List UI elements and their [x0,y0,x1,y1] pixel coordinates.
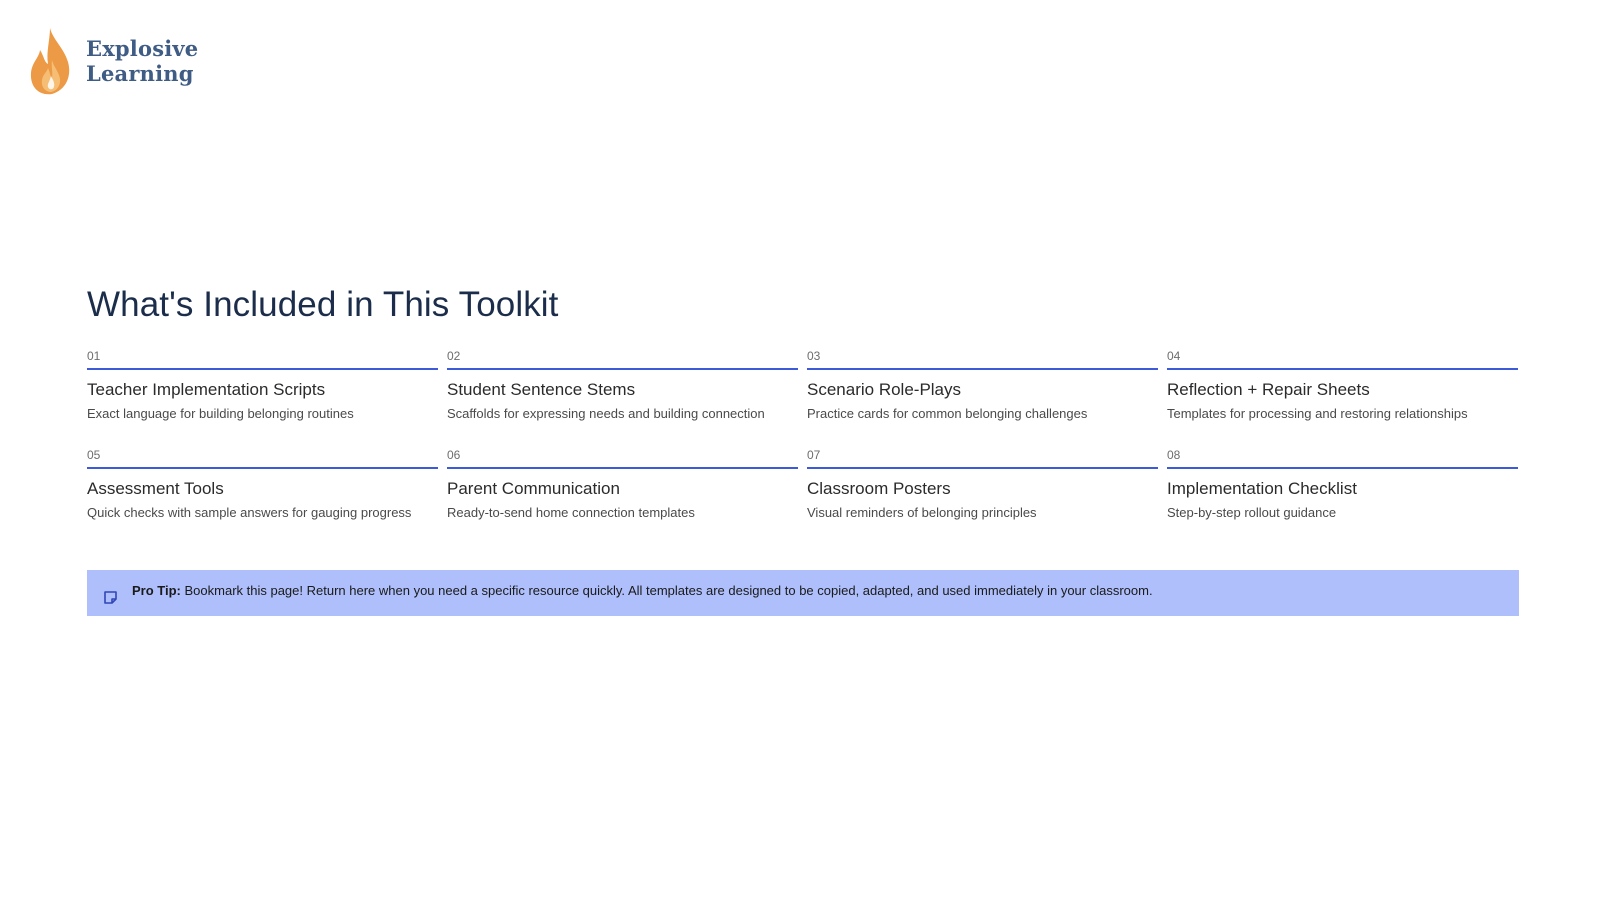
item-number: 04 [1167,349,1181,363]
note-icon [103,590,118,605]
brand-line-2: Learning [86,61,194,86]
item-divider [87,467,438,469]
brand-logo [28,26,198,96]
item-number: 07 [807,448,821,462]
toolkit-item [87,447,438,530]
item-divider [447,467,798,469]
item-title: Teacher Implementation Scripts [87,380,326,399]
pro-tip-text [132,583,1153,599]
item-description: Practice cards for common belonging challenges [807,406,1088,421]
toolkit-item [1167,447,1518,530]
item-number: 08 [1167,448,1181,462]
item-description: Visual reminders of belonging principles [807,505,1037,520]
item-title: Reflection + Repair Sheets [1167,380,1370,399]
item-title: Classroom Posters [807,479,951,498]
pro-tip-body: Bookmark this page! Return here when you need a specific resource quickly. All templates are designed to be copied, adapted, and used immediately in your classroom. [184,583,1153,598]
item-description: Exact language for building belonging routines [87,406,354,421]
item-title: Implementation Checklist [1167,479,1357,498]
item-divider [1167,467,1518,469]
item-title: Assessment Tools [87,479,224,498]
page-title: What's Included in This Toolkit [87,285,559,324]
toolkit-item [447,447,798,530]
toolkit-item [447,348,798,431]
item-number: 02 [447,349,461,363]
item-title: Student Sentence Stems [447,380,636,399]
item-description: Step-by-step rollout guidance [1167,505,1337,520]
brand-line-1: Explosive [86,36,199,61]
item-title: Parent Communication [447,479,620,498]
item-number: 03 [807,349,821,363]
item-number: 01 [87,349,101,363]
item-description: Ready-to-send home connection templates [447,505,695,520]
item-number: 05 [87,448,101,462]
item-divider [807,467,1158,469]
item-description: Templates for processing and restoring relationships [1167,406,1468,421]
toolkit-item [807,447,1158,530]
item-divider [447,368,798,370]
item-divider [87,368,438,370]
item-description: Quick checks with sample answers for gauging progress [87,505,412,520]
pro-tip-label: Pro Tip: [132,583,181,598]
toolkit-item [87,348,438,431]
item-divider [807,368,1158,370]
item-description: Scaffolds for expressing needs and building connection [447,406,765,421]
pro-tip-banner [87,570,1519,616]
toolkit-item [807,348,1158,431]
item-title: Scenario Role-Plays [807,380,962,399]
toolkit-items-grid [87,348,1519,530]
flame-icon [28,26,74,96]
brand-name [86,36,198,86]
item-divider [1167,368,1518,370]
toolkit-item [1167,348,1518,431]
item-number: 06 [447,448,461,462]
